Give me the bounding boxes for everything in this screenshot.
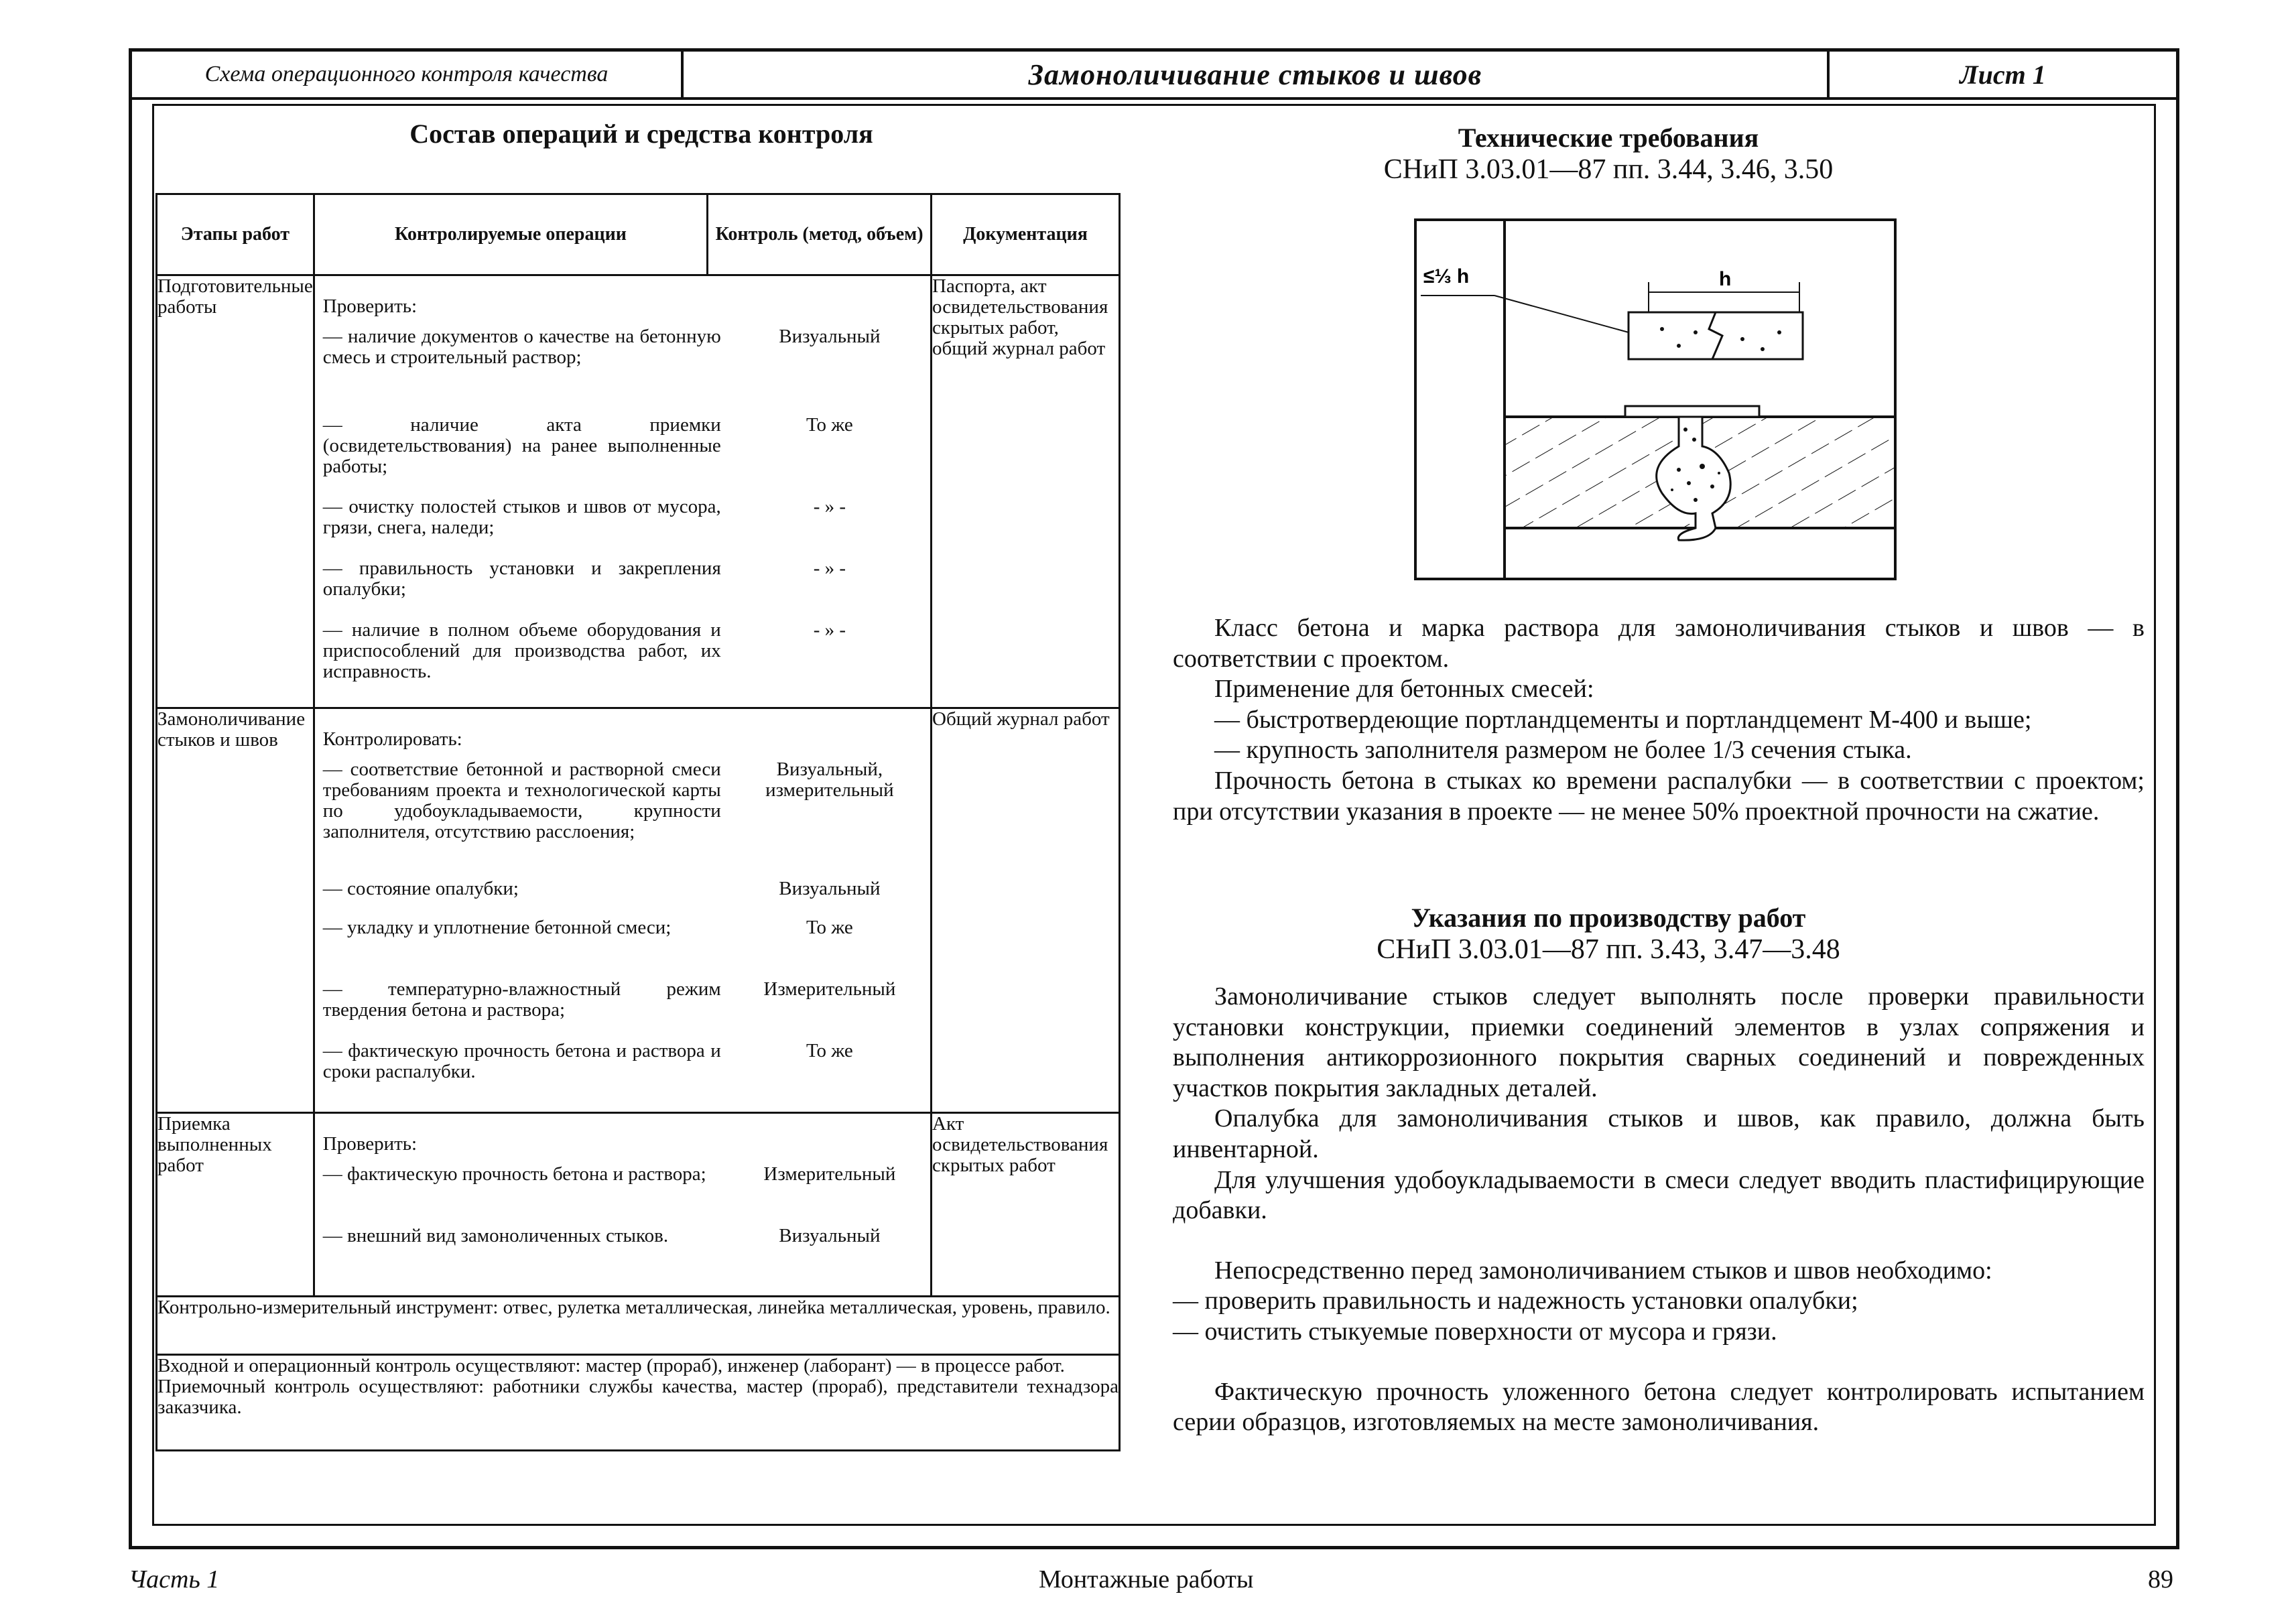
table-row xyxy=(157,1113,1120,1297)
prod-paragraph: Опалубка для замоноличивания стыков и швов, как правило, должна быть инвентарной. xyxy=(1173,1104,2145,1163)
joint-diagram xyxy=(1414,218,1897,580)
page-number: 89 xyxy=(2148,1565,2173,1594)
prod-paragraph: Замоноличивание стыков следует выполнять после проверки правильности установки конструкции, приемки соединений элементов в узлах сопряжения и выполнения антикоррозионного покрытия сварных соединений и поврежденных участков покрытия закладных деталей. xyxy=(1173,982,2145,1102)
production-text-block xyxy=(1173,982,2145,1438)
table-row xyxy=(157,275,1120,708)
prod-paragraph: Для улучшения удобоукладываемости в смеси следует вводить пластифицирующие добавки. xyxy=(1173,1165,2145,1225)
operation-text: — наличие акта приемки (освидетельствования) на ранее выполненные работы; xyxy=(322,414,721,478)
footer-section: Монтажные работы xyxy=(1039,1565,1254,1594)
footer-part: Часть 1 xyxy=(129,1565,220,1594)
control-method: - » - xyxy=(813,619,846,641)
control-note-1: Входной и операционный контроль осуществляют: мастер (прораб), инженер (лаборант) — в процессе работ. xyxy=(157,1355,1065,1376)
lead-text: Проверить: xyxy=(322,1133,418,1155)
col-header-stages: Этапы работ xyxy=(157,194,314,275)
before-item: — очистить стыкуемые поверхности от мусора и грязи. xyxy=(1173,1317,1777,1346)
stage-cell: Замоноличивание стыков и швов xyxy=(157,708,314,1113)
tech-text-block xyxy=(1173,613,2145,827)
control-method: Визуальный xyxy=(779,1225,881,1247)
operation-text: — внешний вид замоноличенных стыков. xyxy=(322,1225,669,1247)
control-method: То же xyxy=(806,414,853,436)
tech-paragraph: — быстротвердеющие портландцементы и портландцемент М-400 и выше; xyxy=(1214,705,2032,734)
control-method: Визуальный, измерительный xyxy=(765,759,894,801)
operation-text: — состояние опалубки; xyxy=(322,878,519,900)
control-method: - » - xyxy=(813,496,846,518)
control-method: Визуальный xyxy=(779,878,881,900)
joint-cap xyxy=(1625,406,1759,417)
operation-text: — температурно-влажностный режим твердения бетона и раствора; xyxy=(322,978,721,1021)
control-method: Измерительный xyxy=(763,1163,896,1185)
documentation-cell: Паспорта, акт освидетельствования скрытых работ, общий журнал работ xyxy=(932,275,1120,708)
stage-cell: Приемка выполненных работ xyxy=(157,1113,314,1297)
operation-text: — фактическую прочность бетона и раствора и сроки распалубки. xyxy=(322,1040,721,1083)
tech-paragraph: Применение для бетонных смесей: xyxy=(1214,675,1594,704)
documentation-cell: Общий журнал работ xyxy=(932,708,1120,1113)
tools-note: Контрольно-измерительный инструмент: отвес, рулетка металлическая, линейка металлическая, уровень, правило. xyxy=(157,1297,1120,1355)
header-scheme-label: Схема операционного контроля качества xyxy=(132,52,684,97)
control-method: Визуальный xyxy=(779,326,881,348)
operation-text: — соответствие бетонной и растворной смеси требованиям проекта и технологической карты по удобоукладываемости, крупности заполнителя, отсутствию расслоения; xyxy=(322,759,721,843)
header-sheet-number: Лист 1 xyxy=(1960,59,2046,90)
dimension-h-label: h xyxy=(1719,268,1732,290)
tech-paragraph: — крупность заполнителя размером не более 1/3 сечения стыка. xyxy=(1214,736,1912,765)
control-method: То же xyxy=(806,917,853,939)
final-paragraph: Фактическую прочность уложенного бетона следует контролировать испытанием серии образцов, изготовляемых на месте замоноличивания. xyxy=(1173,1377,2145,1437)
operation-text: — укладку и уплотнение бетонной смеси; xyxy=(322,917,672,939)
lead-text: Проверить: xyxy=(322,296,418,317)
operation-text: — очистку полостей стыков и швов от мусора, грязи, снега, наледи; xyxy=(322,496,721,539)
operation-text: — фактическую прочность бетона и раствора; xyxy=(322,1163,706,1185)
before-item: — проверить правильность и надежность установки опалубки; xyxy=(1173,1287,1858,1315)
operation-text: — правильность установки и закрепления опалубки; xyxy=(322,558,721,600)
operations-table xyxy=(155,193,1121,1451)
control-note-cell xyxy=(157,1355,1120,1451)
prod-title: Указания по производству работ xyxy=(1411,903,1806,933)
control-method: - » - xyxy=(813,558,846,580)
tech-ref: СНиП 3.03.01—87 пп. 3.44, 3.46, 3.50 xyxy=(1383,154,1834,185)
production-heading xyxy=(1173,902,2044,966)
tech-paragraph: Класс бетона и марка раствора для замоноличивания стыков и швов — в соответствии с проектом. xyxy=(1173,614,2145,673)
documentation-cell: Акт освидетельствования скрытых работ xyxy=(932,1113,1120,1297)
stage-cell: Подготовительные работы xyxy=(157,275,314,708)
col-header-operations: Контролируемые операции xyxy=(314,194,707,275)
col-header-control: Контроль (метод, объем) xyxy=(708,194,932,275)
fraction-label: ≤⅓ h xyxy=(1423,265,1470,287)
table-header-row xyxy=(157,194,1120,275)
tech-requirements-heading xyxy=(1173,122,2044,186)
control-note-2: Приемочный контроль осуществляют: работники службы качества, мастер (прораб), представители технадзора заказчика. xyxy=(157,1376,1119,1419)
operation-text: — наличие документов о качестве на бетонную смесь и строительный раствор; xyxy=(322,326,721,369)
operation-text: — наличие в полном объеме оборудования и приспособлений для производства работ, их исправность. xyxy=(322,619,721,683)
tech-paragraph: Прочность бетона в стыках ко времени распалубки — в соответствии с проектом; при отсутствии указания в проекте — не менее 50% проектной прочности на сжатие. xyxy=(1173,766,2145,826)
lead-text: Контролировать: xyxy=(322,728,462,750)
table-row xyxy=(157,708,1120,1113)
leader-line xyxy=(1494,296,1629,332)
header-bar xyxy=(132,52,2176,100)
prod-ref: СНиП 3.03.01—87 пп. 3.43, 3.47—3.48 xyxy=(1377,934,1840,965)
before-intro: Непосредственно перед замоноличиванием стыков и швов необходимо: xyxy=(1214,1256,1992,1285)
col-header-documentation: Документация xyxy=(932,194,1120,275)
operations-title: Состав операций и средства контроля xyxy=(409,119,873,149)
header-title: Замоноличивание стыков и швов xyxy=(684,52,1830,97)
tech-title: Технические требования xyxy=(1458,123,1759,153)
control-method: Измерительный xyxy=(763,978,896,1000)
table-row xyxy=(157,1297,1120,1355)
control-method: То же xyxy=(806,1040,853,1062)
table-row xyxy=(157,1355,1120,1451)
